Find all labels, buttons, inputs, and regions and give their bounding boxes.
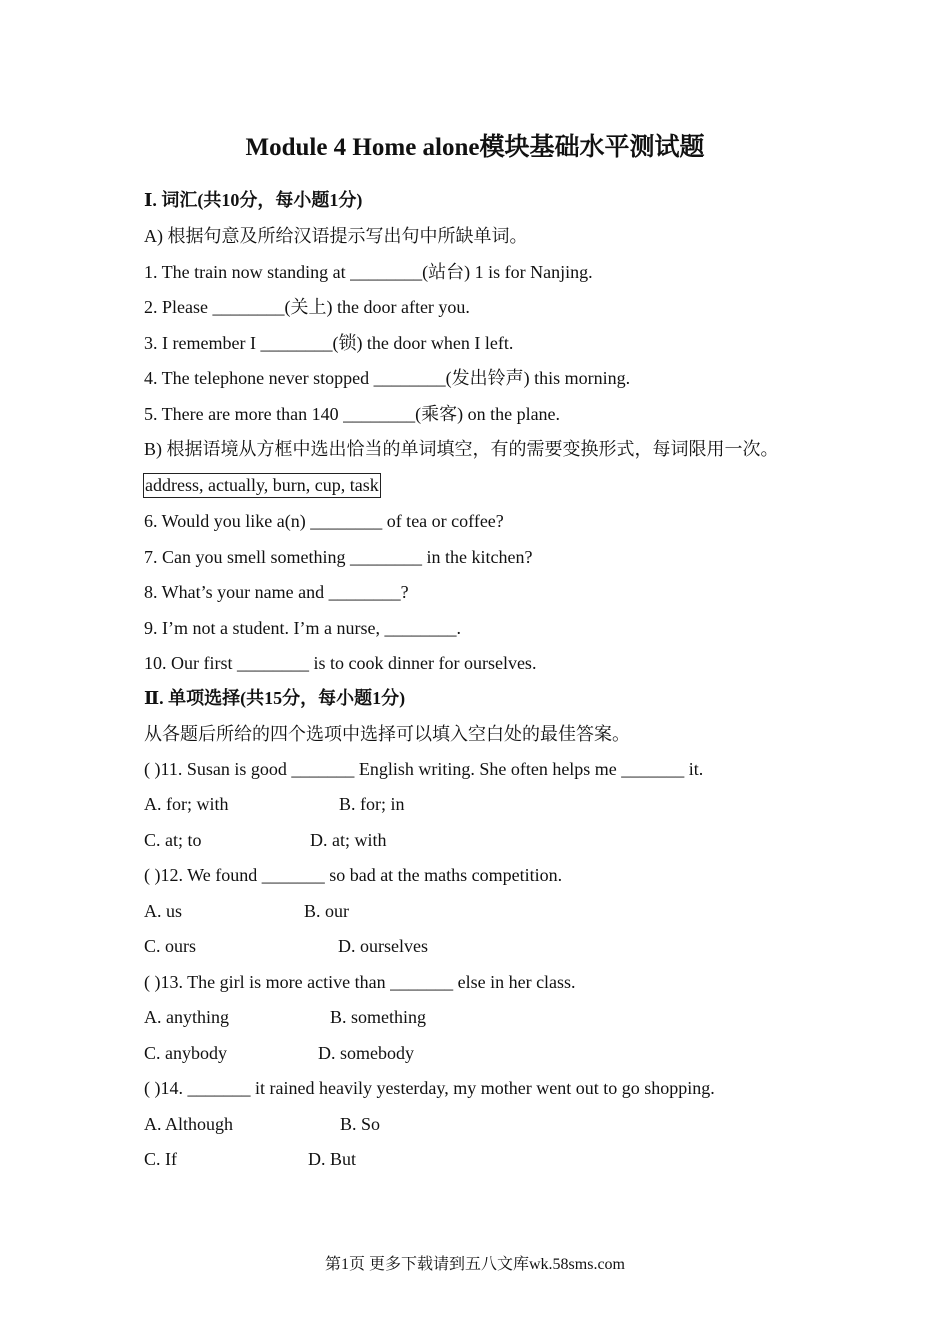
vocab-question-1: 1. The train now standing at ________(站台) 1 is for Nanjing. [144, 262, 593, 282]
option-14-c: C. If [144, 1149, 177, 1169]
option-11-b: B. for; in [339, 794, 405, 814]
option-13-b: B. something [330, 1007, 427, 1027]
option-14-b: B. So [340, 1114, 381, 1134]
option-12-a: A. us [144, 901, 183, 921]
vocab-question-9: 9. I’m not a student. I’m a nurse, ________. [144, 618, 461, 638]
mc-question-14: ( )14. _______ it rained heavily yesterday, my mother went out to go shopping. [144, 1078, 715, 1098]
vocab-question-4: 4. The telephone never stopped ________(发出铃声) this morning. [144, 368, 631, 388]
option-12-d: D. ourselves [338, 936, 428, 956]
option-11-d: D. at; with [310, 830, 387, 850]
part-a-instruction: A) 根据句意及所给汉语提示写出句中所缺单词。 [144, 226, 528, 246]
vocab-question-7: 7. Can you smell something ________ in the kitchen? [144, 547, 533, 567]
vocab-question-8: 8. What’s your name and ________? [144, 582, 409, 602]
option-13-c: C. anybody [144, 1043, 227, 1063]
part-b-instruction: B) 根据语境从方框中选出恰当的单词填空，有的需要变换形式，每词限用一次。 [144, 439, 779, 459]
vocab-question-2: 2. Please ________(关上) the door after you. [144, 297, 470, 317]
option-14-a: A. Although [144, 1114, 234, 1134]
option-13-d: D. somebody [318, 1043, 414, 1063]
option-12-b: B. our [304, 901, 349, 921]
vocab-question-3: 3. I remember I ________(锁) the door when I left. [144, 333, 514, 353]
page-footer: 第1页 更多下载请到五八文库wk.58sms.com [324, 1256, 625, 1273]
mc-question-12: ( )12. We found _______ so bad at the maths competition. [144, 865, 563, 885]
vocab-question-5: 5. There are more than 140 ________(乘客) on the plane. [144, 404, 561, 424]
option-14-d: D. But [308, 1149, 357, 1169]
word-box: address, actually, burn, cup, task [143, 473, 381, 498]
option-13-a: A. anything [144, 1007, 229, 1027]
section-2-instruction: 从各题后所给的四个选项中选择可以填入空白处的最佳答案。 [144, 724, 630, 744]
option-12-c: C. ours [144, 936, 197, 956]
option-11-c: C. at; to [144, 830, 202, 850]
section-2-heading: Ⅱ. 单项选择(共15分，每小题1分) [144, 688, 406, 708]
mc-question-13: ( )13. The girl is more active than _______ else in her class. [144, 972, 576, 992]
option-11-a: A. for; with [144, 794, 229, 814]
section-1-heading: Ⅰ. 词汇(共10分，每小题1分) [144, 190, 363, 210]
page-title: Module 4 Home alone模块基础水平测试题 [245, 134, 705, 161]
vocab-question-6: 6. Would you like a(n) ________ of tea or coffee? [144, 511, 504, 531]
mc-question-11: ( )11. Susan is good _______ English writing. She often helps me _______ it. [144, 759, 704, 779]
vocab-question-10: 10. Our first ________ is to cook dinner for ourselves. [144, 653, 537, 673]
